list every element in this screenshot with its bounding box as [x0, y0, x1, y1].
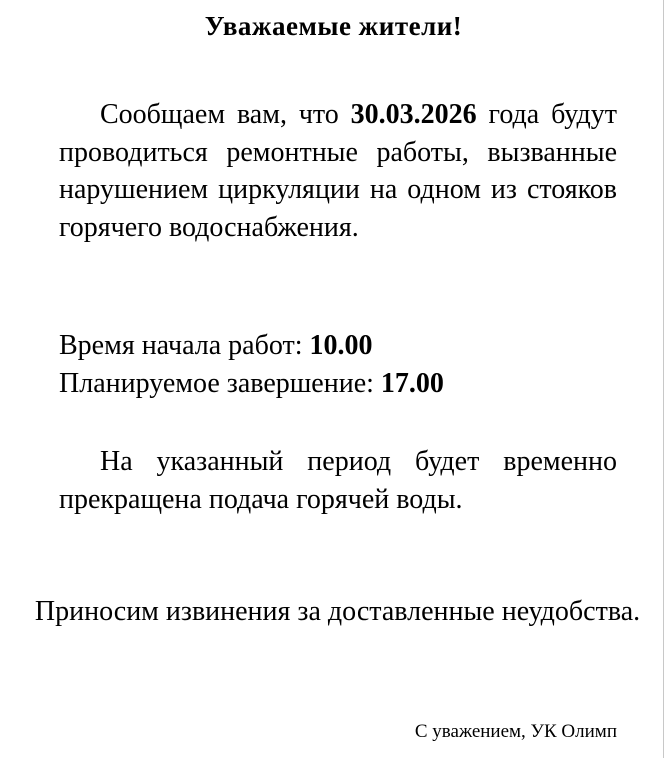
signature: С уважением, УК Олимп	[414, 721, 617, 742]
end-time-value: 17.00	[380, 367, 444, 399]
work-date: 30.03.2026	[350, 99, 477, 130]
apology-text: Приносим извинения за доставленные неудобства.	[34, 596, 641, 627]
start-time-value: 10.00	[309, 330, 373, 361]
intro-paragraph	[59, 96, 617, 246]
schedule-block	[59, 327, 617, 402]
end-time-line	[59, 365, 617, 403]
intro-text-after-date: года будут проводиться ремонтные работы, вызванные нарушением циркуляции на одном из стояков горячего водоснабжения.	[59, 99, 617, 243]
page-edge-line	[663, 0, 664, 758]
suspension-paragraph: На указанный период будет временно прекращена подача горячей воды.	[59, 446, 617, 515]
end-time-label: Планируемое завершение:	[59, 367, 381, 399]
intro-text-before-date: Сообщаем вам, что	[100, 99, 351, 130]
start-time-label: Время начала работ:	[59, 330, 310, 361]
notice-title: Уважаемые жители!	[204, 11, 463, 41]
start-time-line	[59, 327, 617, 365]
